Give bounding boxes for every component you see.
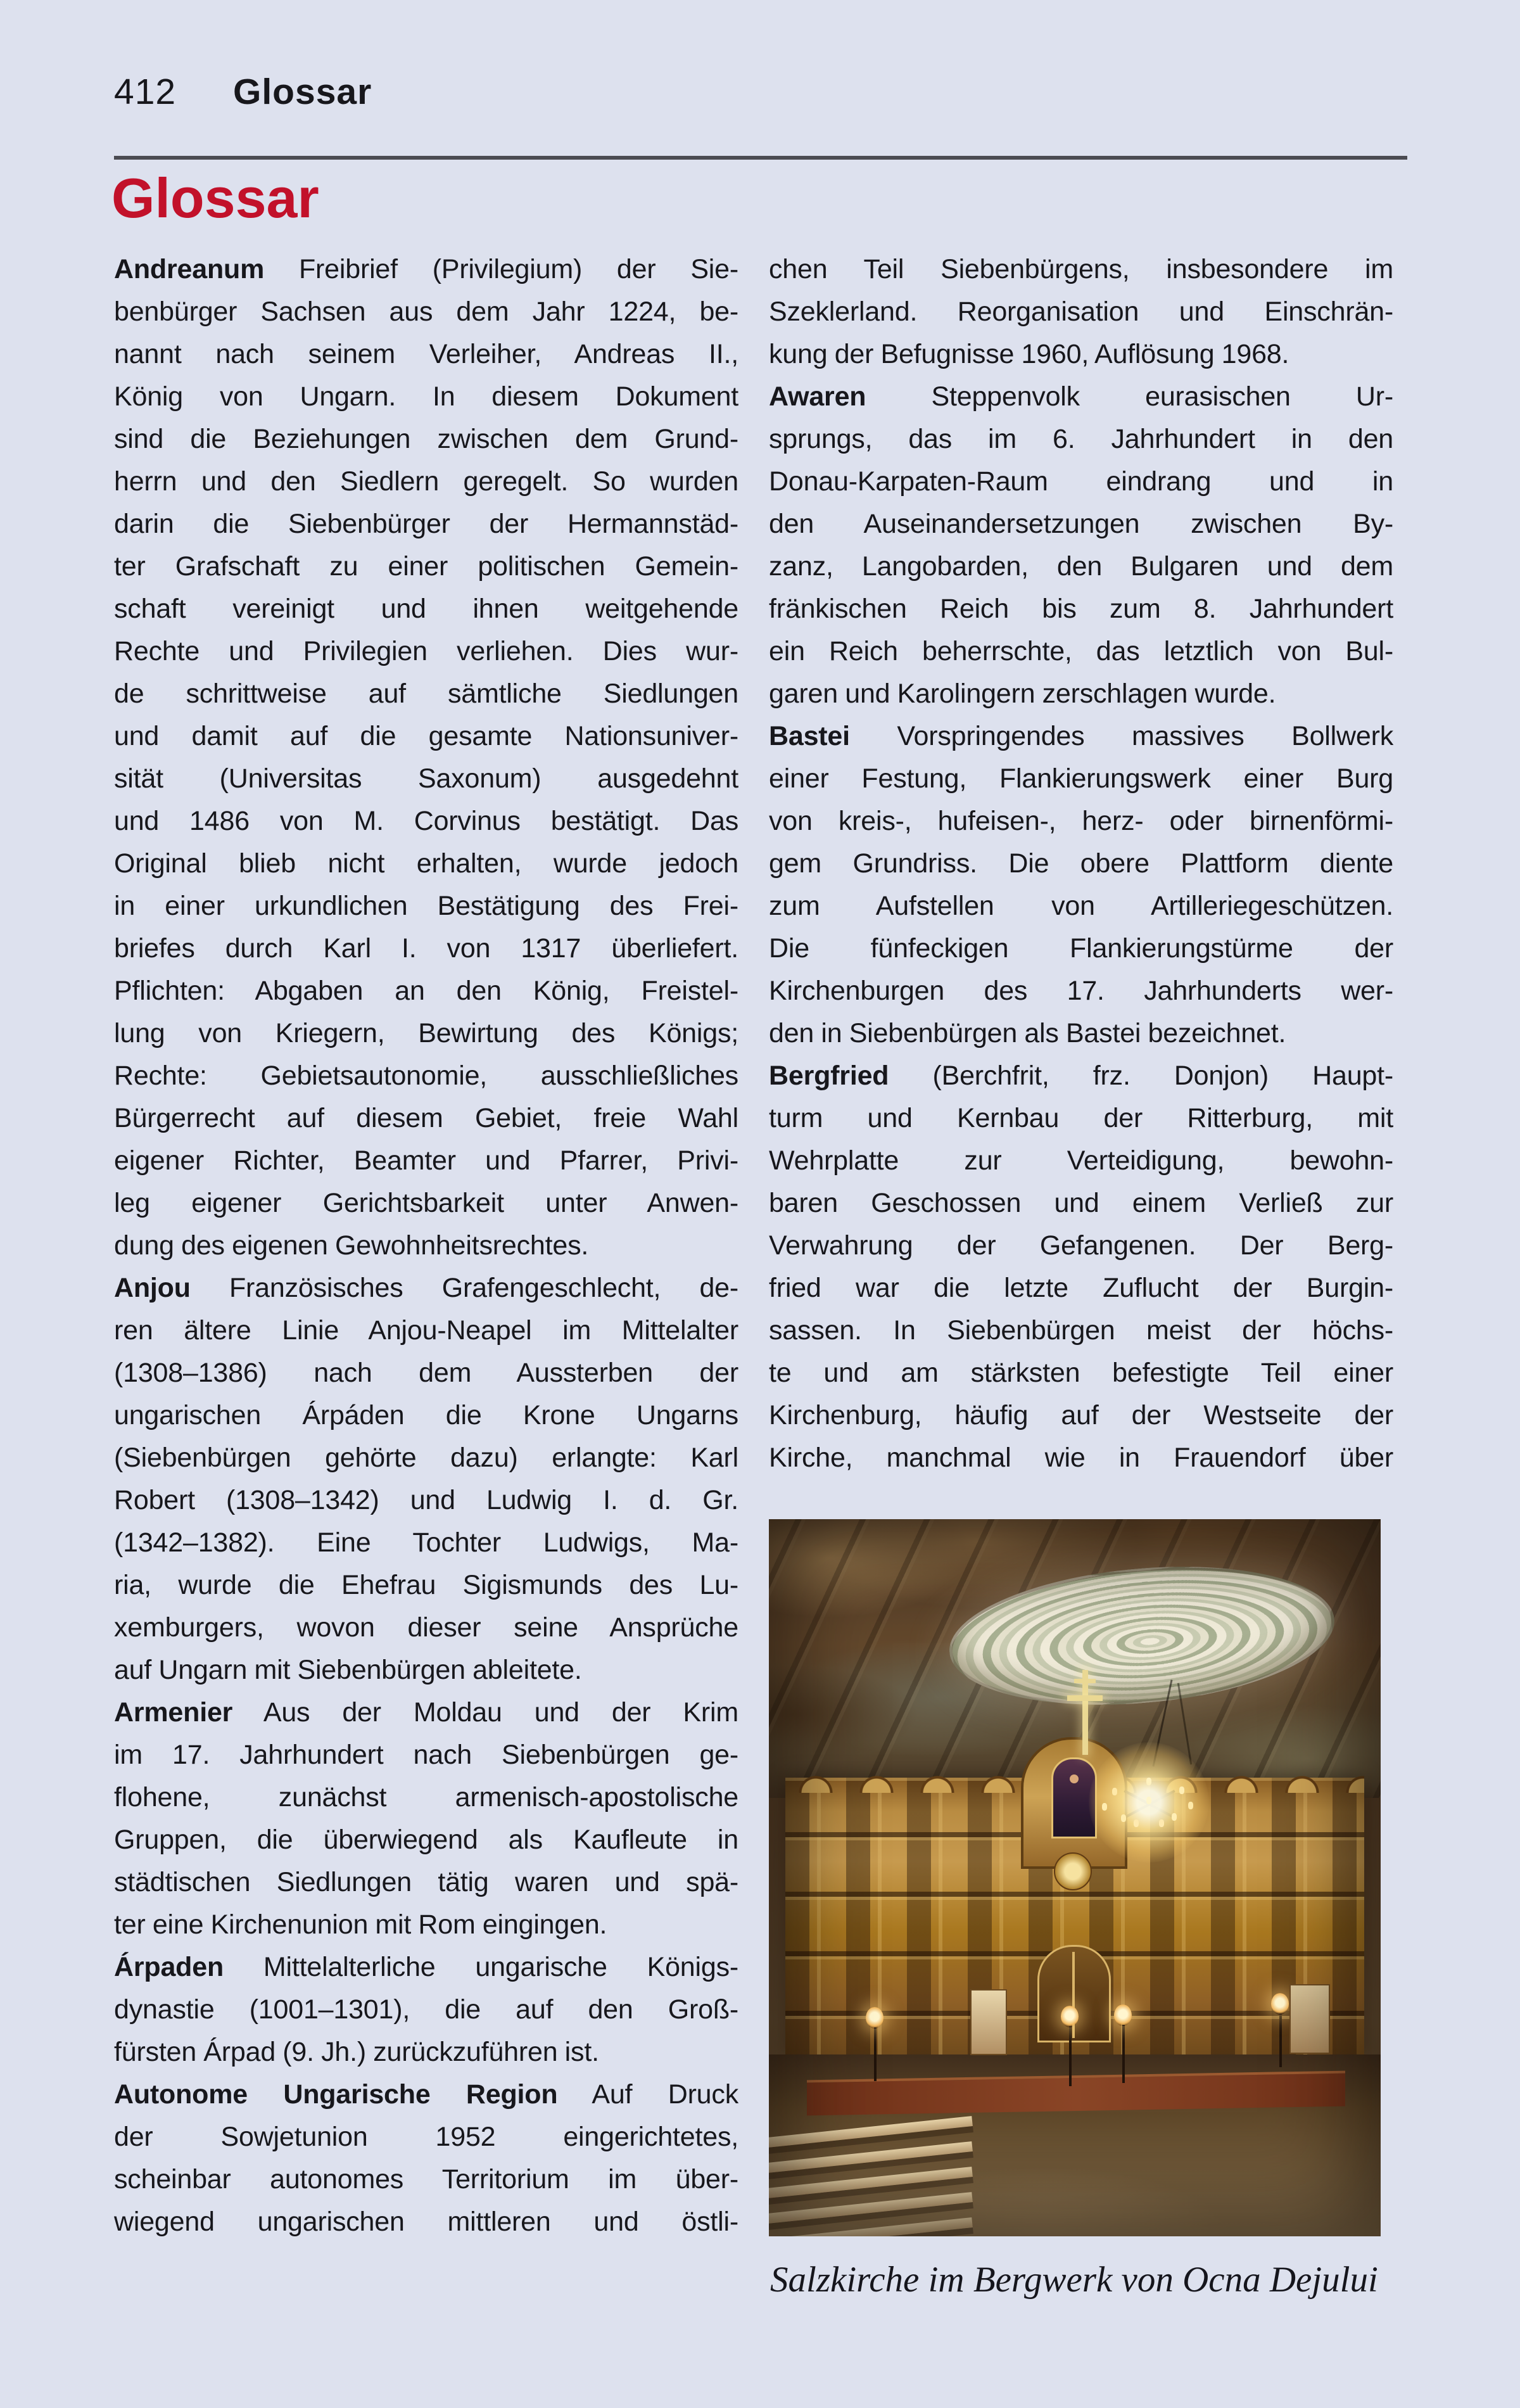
entry-headword: Awaren <box>769 381 866 412</box>
text-line: der Sowjetunion 1952 eingerichtetes, <box>114 2122 738 2152</box>
text-line: und 1486 von M. Corvinus bestätigt. Das <box>114 806 738 836</box>
text-line: fürsten Árpad (9. Jh.) zurückzuführen ist. <box>114 2037 599 2067</box>
text-line: turm und Kernbau der Ritterburg, mit <box>769 1103 1393 1133</box>
text-line: auf Ungarn mit Siebenbürgen ableitete. <box>114 1655 582 1685</box>
entry-headword: Bergfried <box>769 1061 889 1091</box>
text-line: ungarischen Árpáden die Krone Ungarns <box>114 1400 738 1430</box>
text-line: Original blieb nicht erhalten, wurde jedoch <box>114 848 738 879</box>
text-line: fried war die letzte Zuflucht der Burgin- <box>769 1273 1393 1303</box>
text-line: Die fünfeckigen Flankierungstürme der <box>769 933 1393 964</box>
text-line: benbürger Sachsen aus dem Jahr 1224, be- <box>114 296 738 327</box>
page-number: 412 <box>114 72 177 112</box>
entry-headword: Árpaden <box>114 1952 224 1982</box>
text-line: (Siebenbürgen gehörte dazu) erlangte: Karl <box>114 1443 738 1473</box>
text-line: chen Teil Siebenbürgens, insbesondere im <box>769 254 1393 284</box>
entry-headword: Andreanum <box>114 254 265 284</box>
header-rule <box>114 156 1407 160</box>
text-line: Wehrplatte zur Verteidigung, bewohn- <box>769 1145 1393 1176</box>
text-line: sprungs, das im 6. Jahrhundert in den <box>769 424 1393 454</box>
text-line: wiegend ungarischen mittleren und östli- <box>114 2207 738 2237</box>
text-line: scheinbar autonomes Territorium im über- <box>114 2164 738 2195</box>
text-line: Bergfried (Berchfrit, frz. Donjon) Haupt- <box>769 1061 1393 1091</box>
text-line: Autonome Ungarische Region Auf Druck <box>114 2079 738 2110</box>
text-line: ter eine Kirchenunion mit Rom eingingen. <box>114 1909 607 1940</box>
text-line: xemburgers, wovon dieser seine Ansprüche <box>114 1612 738 1643</box>
text-line: in einer urkundlichen Bestätigung des Frei- <box>114 891 738 921</box>
text-line: den Auseinandersetzungen zwischen By- <box>769 509 1393 539</box>
text-line: einer Festung, Flankierungswerk einer Burg <box>769 763 1393 794</box>
text-line: von kreis-, hufeisen-, herz- oder birnenförmi- <box>769 806 1393 836</box>
text-line: kung der Befugnisse 1960, Auflösung 1968. <box>769 339 1289 369</box>
text-line: lung von Kriegern, Bewirtung des Königs; <box>114 1018 738 1048</box>
text-line: schaft vereinigt und ihnen weitgehende <box>114 594 738 624</box>
text-line: Robert (1308–1342) und Ludwig I. d. Gr. <box>114 1485 738 1515</box>
text-line: Andreanum Freibrief (Privilegium) der Sie- <box>114 254 738 284</box>
text-line: de schrittweise auf sämtliche Siedlungen <box>114 678 738 709</box>
text-line: Szeklerland. Reorganisation und Einschrän- <box>769 296 1393 327</box>
text-line: gem Grundriss. Die obere Plattform diente <box>769 848 1393 879</box>
text-line: (1308–1386) nach dem Aussterben der <box>114 1358 738 1388</box>
text-line: Gruppen, die überwiegend als Kaufleute in <box>114 1825 738 1855</box>
text-line: dynastie (1001–1301), die auf den Groß- <box>114 1994 738 2025</box>
text-line: Rechte und Privilegien verliehen. Dies wur- <box>114 636 738 666</box>
text-line: Pflichten: Abgaben an den König, Freistel- <box>114 976 738 1006</box>
text-line: te und am stärksten befestigte Teil einer <box>769 1358 1393 1388</box>
text-line: fränkischen Reich bis zum 8. Jahrhundert <box>769 594 1393 624</box>
text-line: briefes durch Karl I. von 1317 überliefert. <box>114 933 738 964</box>
entry-headword: Anjou <box>114 1273 191 1303</box>
text-line: nannt nach seinem Verleiher, Andreas II., <box>114 339 738 369</box>
text-line: Kirchenburgen des 17. Jahrhunderts wer- <box>769 976 1393 1006</box>
text-line: sind die Beziehungen zwischen dem Grund- <box>114 424 738 454</box>
entry-headword: Armenier <box>114 1697 233 1728</box>
text-line: baren Geschossen und einem Verließ zur <box>769 1188 1393 1218</box>
text-line: Kirche, manchmal wie in Frauendorf über <box>769 1443 1393 1473</box>
text-line: König von Ungarn. In diesem Dokument <box>114 381 738 412</box>
running-head: Glossar <box>233 72 372 112</box>
photo-vignette <box>769 1519 1381 2236</box>
figure-photo <box>769 1519 1381 2236</box>
glossary-column-left <box>114 248 738 2243</box>
text-line: Bastei Vorspringendes massives Bollwerk <box>769 721 1393 751</box>
figure-caption: Salzkirche im Bergwerk von Ocna Dejului <box>770 2260 1378 2300</box>
text-line: Rechte: Gebietsautonomie, ausschließliches <box>114 1061 738 1091</box>
text-line: Verwahrung der Gefangenen. Der Berg- <box>769 1230 1393 1261</box>
text-line: flohene, zunächst armenisch-apostolische <box>114 1782 738 1812</box>
text-line: Kirchenburg, häufig auf der Westseite der <box>769 1400 1393 1430</box>
text-line: Armenier Aus der Moldau und der Krim <box>114 1697 738 1728</box>
text-line: darin die Siebenbürger der Hermannstäd- <box>114 509 738 539</box>
entry-headword: Autonome Ungarische Region <box>114 2079 558 2110</box>
text-line: eigener Richter, Beamter und Pfarrer, Privi- <box>114 1145 738 1176</box>
text-line: Árpaden Mittelalterliche ungarische Königs- <box>114 1952 738 1982</box>
text-line: Donau-Karpaten-Raum eindrang und in <box>769 466 1393 497</box>
text-line: ria, wurde die Ehefrau Sigismunds des Lu- <box>114 1570 738 1600</box>
text-line: garen und Karolingern zerschlagen wurde. <box>769 678 1276 709</box>
text-line: ren ältere Linie Anjou-Neapel im Mittelalter <box>114 1315 738 1346</box>
text-line: im 17. Jahrhundert nach Siebenbürgen ge- <box>114 1740 738 1770</box>
text-line: zanz, Langobarden, den Bulgaren und dem <box>769 551 1393 582</box>
text-line: sität (Universitas Saxonum) ausgedehnt <box>114 763 738 794</box>
text-line: sassen. In Siebenbürgen meist der höchs- <box>769 1315 1393 1346</box>
text-line: zum Aufstellen von Artilleriegeschützen. <box>769 891 1393 921</box>
text-line: Awaren Steppenvolk eurasischen Ur- <box>769 381 1393 412</box>
entry-headword: Bastei <box>769 721 850 751</box>
text-line: leg eigener Gerichtsbarkeit unter Anwen- <box>114 1188 738 1218</box>
text-line: städtischen Siedlungen tätig waren und spä- <box>114 1867 738 1897</box>
text-line: herrn und den Siedlern geregelt. So wurden <box>114 466 738 497</box>
text-line: dung des eigenen Gewohnheitsrechtes. <box>114 1230 589 1261</box>
text-line: und damit auf die gesamte Nationsuniver- <box>114 721 738 751</box>
text-line: ein Reich beherrschte, das letztlich von Bul- <box>769 636 1393 666</box>
text-line: (1342–1382). Eine Tochter Ludwigs, Ma- <box>114 1527 738 1558</box>
text-line: Bürgerrecht auf diesem Gebiet, freie Wahl <box>114 1103 738 1133</box>
glossary-column-right <box>769 248 1393 1479</box>
text-line: ter Grafschaft zu einer politischen Gemein- <box>114 551 738 582</box>
page-title: Glossar <box>111 167 319 229</box>
text-line: Anjou Französisches Grafengeschlecht, de- <box>114 1273 738 1303</box>
text-line: den in Siebenbürgen als Bastei bezeichnet. <box>769 1018 1286 1048</box>
